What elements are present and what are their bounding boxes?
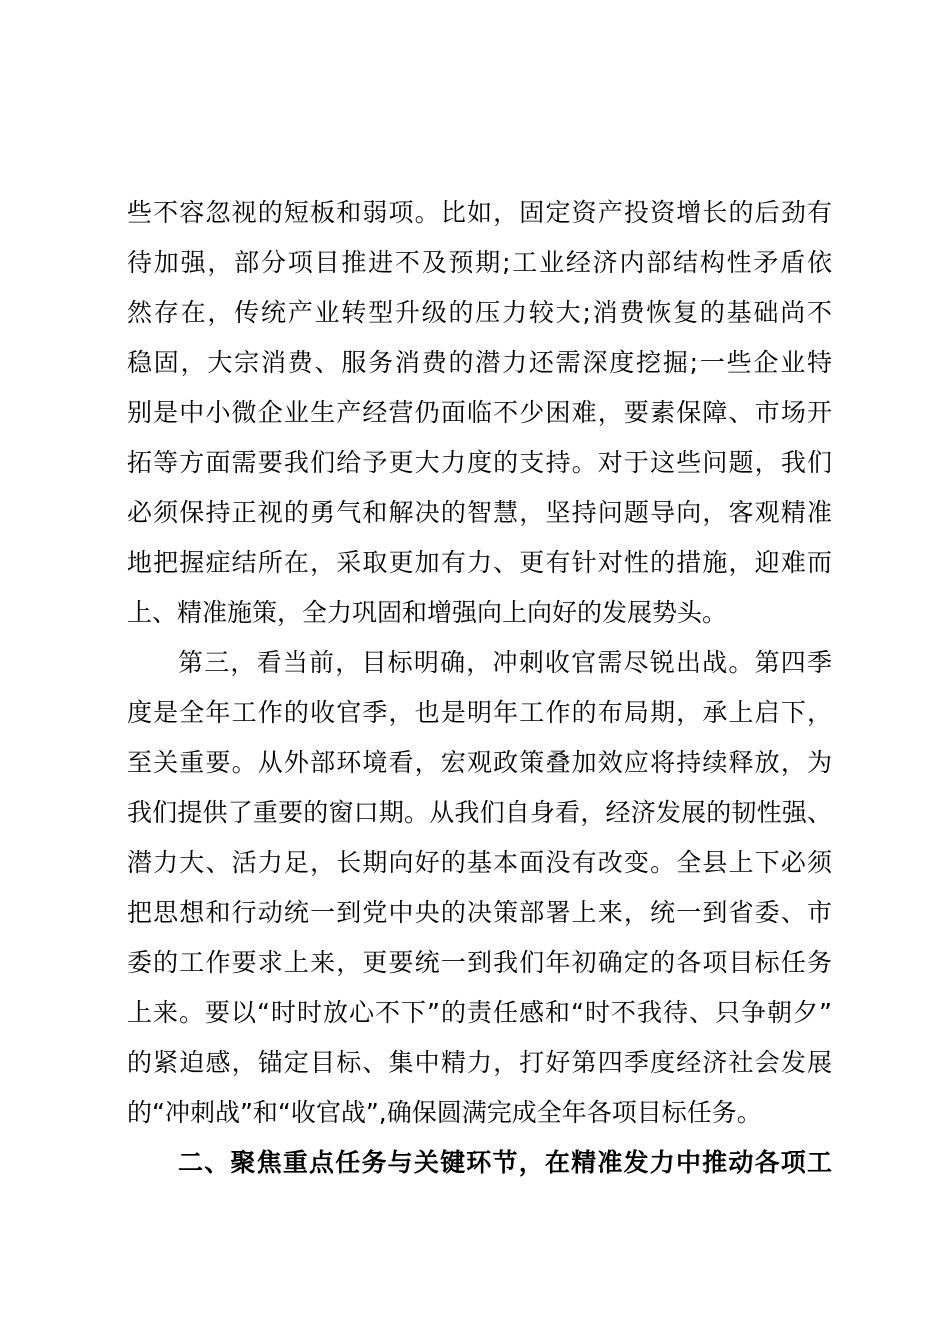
- body-text-line: 些不容忽视的短板和弱项。比如，固定资产投资增长的后劲有: [127, 198, 832, 227]
- body-text-line: 潜力大、活力足，长期向好的基本面没有改变。全县上下必须: [127, 848, 832, 877]
- body-text-line: 上来。要以“时时放心不下”的责任感和“时不我待、只争朝夕”: [127, 998, 832, 1027]
- body-text-line: 待加强，部分项目推进不及预期;工业经济内部结构性矛盾依: [127, 248, 832, 277]
- body-text-line: 拓等方面需要我们给予更大力度的支持。对于这些问题，我们: [127, 448, 832, 477]
- body-text-line: 然存在，传统产业转型升级的压力较大;消费恢复的基础尚不: [127, 298, 832, 327]
- body-text-line: 至关重要。从外部环境看，宏观政策叠加效应将持续释放，为: [127, 748, 832, 777]
- body-text-line: 委的工作要求上来，更要统一到我们年初确定的各项目标任务: [127, 948, 832, 977]
- section-heading: 二、聚焦重点任务与关键环节，在精准发力中推动各项工: [178, 1148, 832, 1177]
- body-text-line: 别是中小微企业生产经营仍面临不少困难，要素保障、市场开: [127, 398, 832, 427]
- body-text-line: 我们提供了重要的窗口期。从我们自身看，经济发展的韧性强、: [127, 798, 832, 827]
- body-text-line: 的“冲刺战”和“收官战”,确保圆满完成全年各项目标任务。: [127, 1098, 762, 1127]
- body-text-line: 把思想和行动统一到党中央的决策部署上来，统一到省委、市: [127, 898, 832, 927]
- body-text-line: 上、精准施策，全力巩固和增强向上向好的发展势头。: [127, 598, 728, 627]
- body-text-line: 必须保持正视的勇气和解决的智慧，坚持问题导向，客观精准: [127, 498, 832, 527]
- body-text-line: 度是全年工作的收官季，也是明年工作的布局期，承上启下，: [127, 698, 832, 727]
- body-text-line: 的紧迫感，锚定目标、集中精力，打好第四季度经济社会发展: [127, 1048, 832, 1077]
- body-text-line: 地把握症结所在，采取更加有力、更有针对性的措施，迎难而: [127, 548, 832, 577]
- paragraph-first-line: 第三，看当前，目标明确，冲刺收官需尽锐出战。第四季: [178, 648, 832, 677]
- body-text-line: 稳固，大宗消费、服务消费的潜力还需深度挖掘;一些企业特: [127, 348, 832, 377]
